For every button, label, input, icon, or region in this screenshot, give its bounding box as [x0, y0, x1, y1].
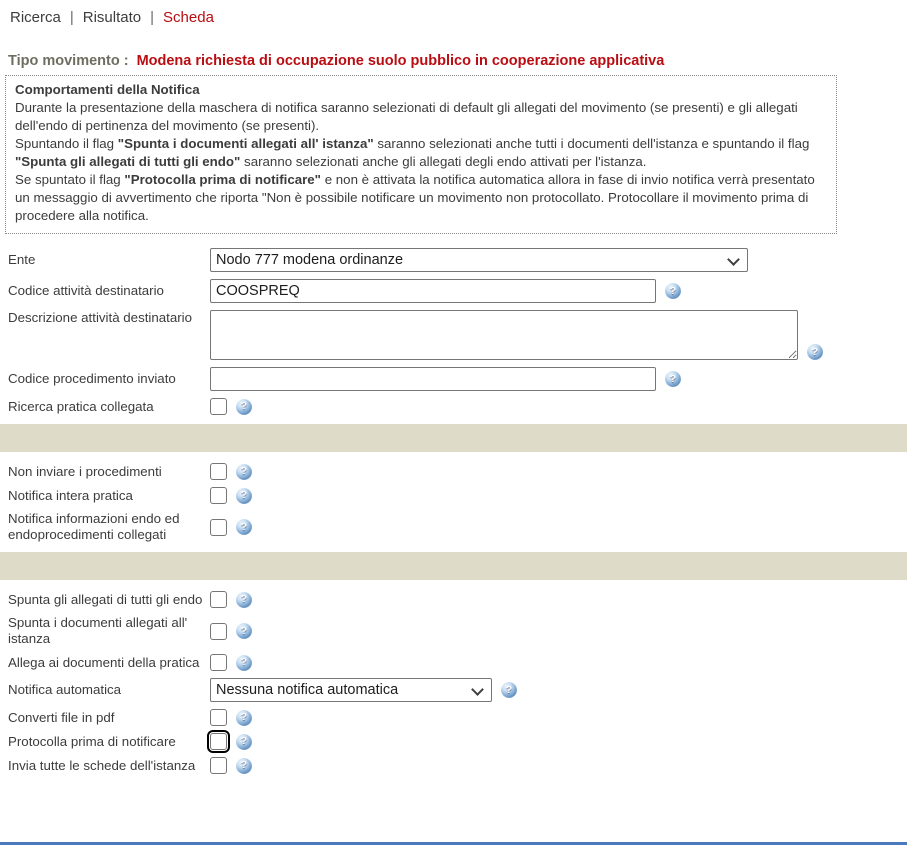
nav-item-ricerca[interactable]: Ricerca — [10, 9, 61, 26]
converti-file-in-pdf-checkbox[interactable] — [210, 709, 227, 726]
question-mark-glyph: ? — [240, 593, 248, 606]
help-icon[interactable] — [236, 734, 252, 750]
descrizione-attivita-destinatario-control — [210, 310, 823, 360]
section-separator — [0, 552, 907, 580]
question-mark-glyph: ? — [505, 683, 513, 696]
help-icon[interactable] — [236, 758, 252, 774]
notice-title: Comportamenti della Notifica — [15, 82, 200, 97]
notifica-informazioni-endo-checkbox[interactable] — [210, 519, 227, 536]
tipo-movimento-value: Modena richiesta di occupazione suolo pubblico in cooperazione applicativa — [136, 53, 665, 69]
notifica-intera-pratica-checkbox[interactable] — [210, 487, 227, 504]
question-mark-glyph: ? — [240, 711, 248, 724]
spunta-allegati-tutti-endo-row — [0, 591, 907, 608]
help-icon[interactable] — [236, 623, 252, 639]
spunta-documenti-allegati-istanza-row — [0, 615, 907, 647]
notifica-informazioni-endo-row — [0, 511, 907, 543]
codice-attivita-destinatario-input[interactable] — [210, 279, 656, 303]
invia-tutte-le-schede-istanza-control — [210, 757, 252, 774]
breadcrumb-nav — [0, 0, 907, 26]
question-mark-glyph: ? — [240, 656, 248, 669]
notifica-automatica-select[interactable] — [210, 678, 492, 702]
ricerca-pratica-collegata-control — [210, 398, 252, 415]
question-mark-glyph: ? — [240, 759, 248, 772]
nav-item-scheda[interactable]: Scheda — [163, 9, 214, 26]
descrizione-attivita-destinatario-textarea[interactable] — [210, 310, 798, 360]
non-inviare-i-procedimenti-control — [210, 463, 252, 480]
spunta-allegati-tutti-endo-checkbox[interactable] — [210, 591, 227, 608]
invia-tutte-le-schede-istanza-checkbox[interactable] — [210, 757, 227, 774]
non-inviare-i-procedimenti-checkbox[interactable] — [210, 463, 227, 480]
notice-body — [15, 99, 827, 225]
notification-form — [0, 248, 907, 774]
spunta-allegati-tutti-endo-label: Spunta gli allegati di tutti gli endo — [8, 591, 203, 607]
spunta-documenti-allegati-istanza-checkbox[interactable] — [210, 623, 227, 640]
notifica-informazioni-endo-control — [210, 519, 252, 536]
non-inviare-i-procedimenti-row — [0, 463, 907, 480]
help-icon[interactable] — [236, 592, 252, 608]
help-icon[interactable] — [236, 399, 252, 415]
notice-box — [5, 75, 837, 234]
question-mark-glyph: ? — [240, 489, 248, 502]
help-icon[interactable] — [236, 655, 252, 671]
help-icon[interactable] — [236, 488, 252, 504]
converti-file-in-pdf-control — [210, 709, 252, 726]
notifica-automatica-row — [0, 678, 907, 702]
notifica-intera-pratica-label: Notifica intera pratica — [8, 487, 133, 503]
notifica-automatica-label: Notifica automatica — [8, 682, 122, 697]
help-icon[interactable] — [665, 371, 681, 387]
ente-select-wrap — [210, 248, 748, 272]
ente-row — [0, 248, 907, 272]
question-mark-glyph: ? — [240, 520, 248, 533]
codice-procedimento-inviato-input[interactable] — [210, 367, 656, 391]
section-separator — [0, 424, 907, 452]
help-icon[interactable] — [501, 682, 517, 698]
nav-separator: | — [150, 9, 155, 26]
spunta-documenti-allegati-istanza-control — [210, 623, 252, 640]
protocolla-prima-di-notificare-label: Protocolla prima di notificare — [8, 733, 176, 749]
tipo-movimento-header — [8, 53, 907, 69]
notice-paragraph: Spuntando il flag "Spunta i documenti allegati all' istanza" saranno selezionati anche tutti i documenti dell'istanza e spuntando il flag "Spunta gli allegati di tutti gli endo" saranno selezionati anche gli allegati degli endo attivati per l'istanza. — [15, 136, 814, 169]
descrizione-attivita-destinatario-label: Descrizione attività destinatario — [8, 310, 193, 325]
notice-paragraph: Durante la presentazione della maschera di notifica saranno selezionati di default gli allegati del movimento (se presenti) e gli allegati dell'endo di pertinenza del movimento (se presenti). — [15, 100, 802, 133]
non-inviare-i-procedimenti-label: Non inviare i procedimenti — [8, 463, 162, 479]
converti-file-in-pdf-label: Converti file in pdf — [8, 709, 115, 725]
protocolla-prima-di-notificare-row — [0, 733, 907, 750]
ente-label: Ente — [8, 252, 36, 267]
ente-control — [210, 248, 748, 272]
codice-attivita-destinatario-row — [0, 279, 907, 303]
allega-ai-documenti-pratica-row — [0, 654, 907, 671]
allega-ai-documenti-pratica-checkbox[interactable] — [210, 654, 227, 671]
help-icon[interactable] — [236, 710, 252, 726]
spunta-documenti-allegati-istanza-label: Spunta i documenti allegati all' istanza — [8, 615, 188, 646]
invia-tutte-le-schede-istanza-label: Invia tutte le schede dell'istanza — [8, 757, 196, 773]
help-icon[interactable] — [236, 519, 252, 535]
spunta-allegati-tutti-endo-control — [210, 591, 252, 608]
descrizione-attivita-destinatario-row — [0, 310, 907, 360]
codice-procedimento-inviato-row — [0, 367, 907, 391]
question-mark-glyph: ? — [669, 372, 677, 385]
nav-separator: | — [69, 9, 74, 26]
question-mark-glyph: ? — [240, 624, 248, 637]
notifica-intera-pratica-row — [0, 487, 907, 504]
question-mark-glyph: ? — [669, 284, 677, 297]
notifica-informazioni-endo-label: Notifica informazioni endo ed endoprocedimenti collegati — [8, 511, 180, 542]
nav-item-risultato[interactable]: Risultato — [82, 9, 142, 26]
allega-ai-documenti-pratica-label: Allega ai documenti della pratica — [8, 654, 200, 670]
protocolla-prima-di-notificare-checkbox[interactable] — [210, 733, 227, 750]
ricerca-pratica-collegata-row — [0, 398, 907, 415]
codice-procedimento-inviato-control — [210, 367, 681, 391]
question-mark-glyph: ? — [240, 400, 248, 413]
notifica-automatica-control — [210, 678, 517, 702]
codice-attivita-destinatario-control — [210, 279, 681, 303]
ricerca-pratica-collegata-label: Ricerca pratica collegata — [8, 398, 154, 414]
notifica-intera-pratica-control — [210, 487, 252, 504]
notice-paragraph: Se spuntato il flag "Protocolla prima di notificare" e non è attivata la notifica automatica allora in fase di invio notifica verrà presentato un messaggio di avvertimento che riporta "Non è possibile notificare un movimento non protocollato. Protocollare il movimento prima di procedere alla notifica. — [15, 172, 819, 223]
ricerca-pratica-collegata-checkbox[interactable] — [210, 398, 227, 415]
converti-file-in-pdf-row — [0, 709, 907, 726]
question-mark-glyph: ? — [240, 465, 248, 478]
help-icon[interactable] — [807, 344, 823, 360]
question-mark-glyph: ? — [811, 345, 819, 358]
allega-ai-documenti-pratica-control — [210, 654, 252, 671]
protocolla-prima-di-notificare-control — [210, 733, 252, 750]
invia-tutte-le-schede-istanza-row — [0, 757, 907, 774]
codice-attivita-destinatario-label: Codice attività destinatario — [8, 283, 164, 298]
tipo-movimento-label: Tipo movimento : — [8, 53, 129, 69]
ente-select[interactable] — [210, 248, 748, 272]
codice-procedimento-inviato-label: Codice procedimento inviato — [8, 371, 176, 386]
notifica-automatica-select-wrap — [210, 678, 492, 702]
help-icon[interactable] — [665, 283, 681, 299]
help-icon[interactable] — [236, 464, 252, 480]
question-mark-glyph: ? — [240, 735, 248, 748]
